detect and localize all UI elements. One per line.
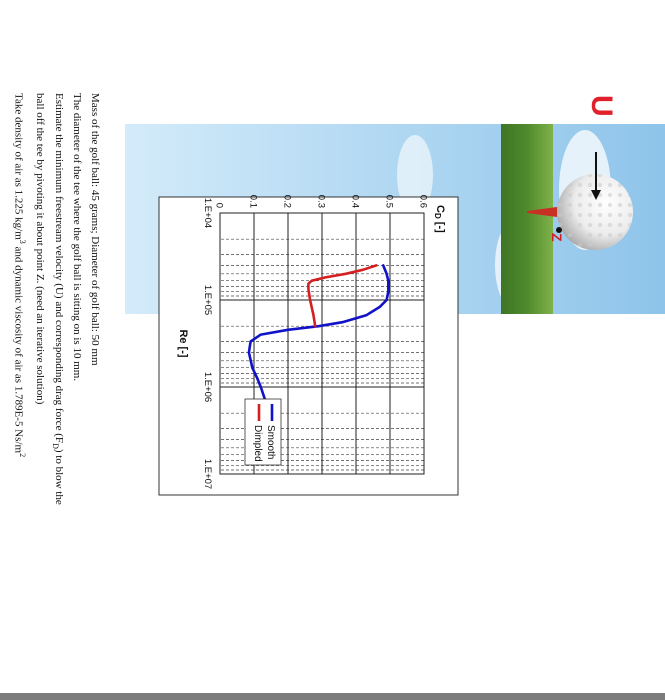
pivot-label: Z xyxy=(549,233,565,242)
problem-line-estimate: Estimate the minimum freestream velocity (U) and corresponding drag force $(F_D)$ to blow the ball off the tee by pivoting it about point Z. (need an iterative solution) xyxy=(34,93,65,505)
y-tick-label: 0.3 xyxy=(315,194,327,208)
y-tick-label: 0.6 xyxy=(417,194,429,208)
y-tick-label: 0.1 xyxy=(247,194,259,208)
problem-line-properties: Take density of air as 1.225 $kg/m^3$ and dynamic viscosity of air as 1.789E-5 $Ns/m^2$ xyxy=(12,93,28,458)
velocity-symbol-u: U xyxy=(585,95,618,117)
x-tick-label: 1.E+04 xyxy=(202,197,213,229)
bottom-scroll-bar[interactable] xyxy=(0,693,665,700)
x-tick-label: 1.E+06 xyxy=(202,371,213,403)
y-tick-label: 0.5 xyxy=(383,194,395,208)
problem-line-mass: Mass of the golf ball: 45 grams; Diameter of golf ball: 50 mm xyxy=(89,93,101,366)
y-tick-label: 0 xyxy=(213,202,225,208)
legend-label-dimpled: Dimpled xyxy=(252,425,263,462)
x-tick-label: 1.E+05 xyxy=(202,284,213,316)
problem-line-tee: The diameter of the tee where the golf ball is sitting on is 10 mm. xyxy=(71,93,83,382)
y-tick-label: 0.4 xyxy=(349,194,361,208)
x-tick-label: 1.E+07 xyxy=(202,458,213,490)
y-axis-label: CD [-] xyxy=(433,205,446,233)
x-axis-label: Re [-] xyxy=(177,329,189,358)
legend-label-smooth: Smooth xyxy=(265,425,276,460)
y-tick-label: 0.2 xyxy=(281,194,293,208)
problem-statement xyxy=(8,93,102,523)
